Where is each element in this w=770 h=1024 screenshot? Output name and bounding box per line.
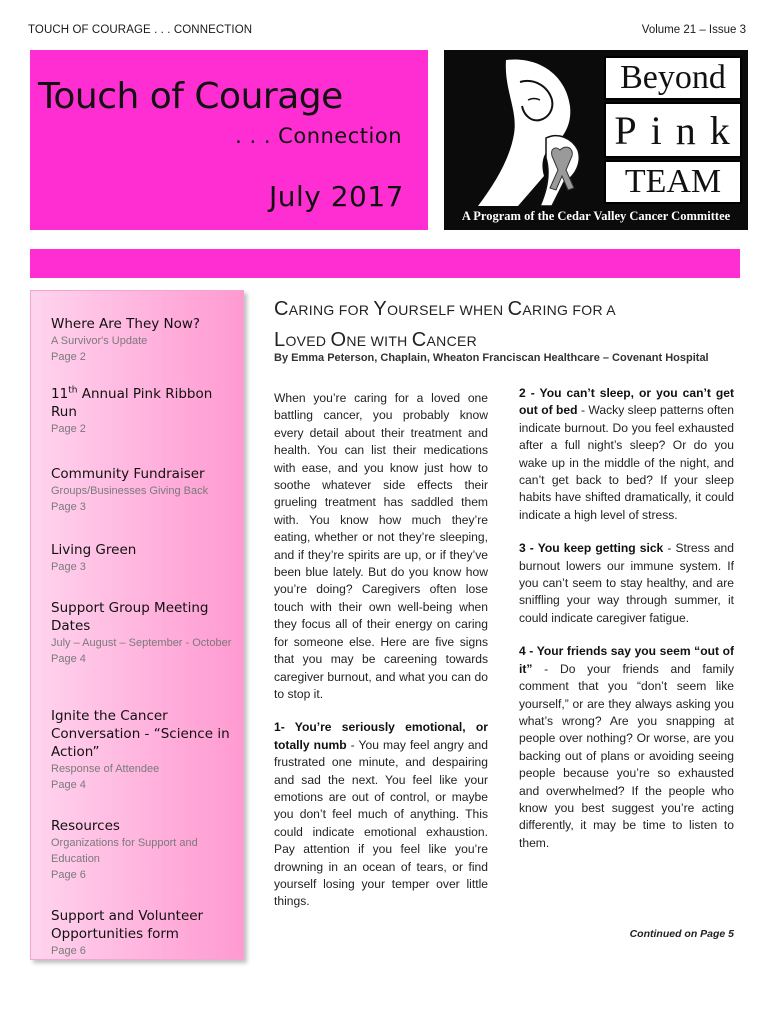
sidebar-item-volunteer-form[interactable] <box>51 907 236 959</box>
sidebar-item-subtitle: Groups/Businesses Giving Back <box>51 485 209 497</box>
logo-caption: A Program of the Cedar Valley Cancer Committee <box>461 209 731 223</box>
article-intro: When you’re caring for a loved one battling cancer, you probably know every detail about their treatment and health. You can list their medications with ease, and you know just how to soothe whatever side effects their grueling treatment has saddled them with. You know how much they’re eating, whether or not they’re sleeping, and if they’re spirits are up, or if they’ve been blue lately. But do you know how you’re doing? Caregivers often lose touch with their own well-being when they focus all of their energy on caring for someone else. Here are five signs that you may be careening towards caregiver burnout, and what you can do to stop it. <box>274 391 488 701</box>
sidebar-item-title: Support and Volunteer Opportunities form <box>51 908 204 942</box>
sidebar-item-page: Page 2 <box>51 423 86 435</box>
article-sign-2: 2 - You can’t sleep, or you can’t get out of bed - Wacky sleep patterns often indicate burnout. Do you feel exhausted after a full night’s sleep? Or do you wake up in the middle of the night, and can’t get back to bed? If your sleep habits have shifted dramatically, it could indicate a high level of stress. <box>519 386 735 522</box>
logo-word-beyond: Beyond <box>604 56 742 100</box>
article-column-right <box>519 385 734 868</box>
sidebar-item-page: Page 4 <box>51 653 86 665</box>
logo-word-team: TEAM <box>604 160 742 204</box>
sidebar-item-page: Page 6 <box>51 945 86 957</box>
sidebar-item-title: 11th Annual Pink Ribbon Run <box>51 385 213 420</box>
sidebar-item-page: Page 3 <box>51 561 86 573</box>
issue-date: July 2017 <box>268 180 404 213</box>
article-byline: By Emma Peterson, Chaplain, Wheaton Franciscan Healthcare – Covenant Hospital <box>274 352 709 364</box>
sidebar-item-title: Resources <box>51 818 120 834</box>
article-column-left <box>274 390 488 927</box>
sidebar-item-title: Support Group Meeting Dates <box>51 600 209 634</box>
sidebar-item-where-are-they-now[interactable] <box>51 315 236 365</box>
sidebar-item-page: Page 2 <box>51 351 86 363</box>
sidebar-item-subtitle: Response of Attendee <box>51 763 160 775</box>
newsletter-title: Touch of Courage <box>38 76 343 117</box>
sidebar-item-title: Living Green <box>51 542 137 558</box>
article-sign-4: 4 - Your friends say you seem “out of it” - Do your friends and family comment that you “don’t seem like yourself,” or are they always asking you what’s wrong? Are you snapping at people over nothing? Or worse, are you backing out of plans or avoiding seeing people because you’re so exhausted and overwhelmed? If the people who know you best suggest you’re acting differently, it may be time to listen to them. <box>519 644 734 850</box>
masthead <box>30 50 428 230</box>
sidebar-item-subtitle: Organizations for Support and Education <box>51 837 198 865</box>
sidebar-item-subtitle: A Survivor's Update <box>51 335 148 347</box>
beyond-pink-team-logo <box>444 50 748 230</box>
sidebar-item-page: Page 4 <box>51 779 86 791</box>
sidebar-item-resources[interactable] <box>51 817 236 883</box>
continued-link[interactable]: Continued on Page 5 <box>629 928 734 940</box>
divider-bar <box>30 249 740 278</box>
sidebar-item-pink-ribbon-run[interactable] <box>51 385 236 437</box>
article-sign-3: 3 - You keep getting sick - Stress and burnout lowers our immune system. If you can’t seem to stay healthy, and are sniffling your way through summer, it could indicate caregiver fatigue. <box>519 541 734 625</box>
woman-ribbon-illustration <box>448 54 600 206</box>
sidebar-item-title: Ignite the Cancer Conversation - “Science in Action” <box>51 708 230 760</box>
sidebar-item-living-green[interactable] <box>51 541 236 575</box>
contents-sidebar <box>30 290 244 960</box>
sidebar-item-support-group-dates[interactable] <box>51 599 236 667</box>
article-headline: CARING FOR YOURSELF WHEN CARING FOR A LOVED ONE WITH CANCER <box>274 298 616 351</box>
volume-issue: Volume 21 – Issue 3 <box>641 24 746 36</box>
sidebar-item-community-fundraiser[interactable] <box>51 465 236 515</box>
article-sign-1: 1- You’re seriously emotional, or totally numb - You may feel angry and frustrated one minute, and despairing and sad the next. You feel like your emotions are out of control, or maybe you don’t feel much of anything. This could indicate emotional exhaustion. Pay attention if you feel like you’re drowning in an ocean of tears, or find yourself losing your temper over little things. <box>274 720 489 909</box>
running-header-title: TOUCH OF COURAGE . . . CONNECTION <box>28 24 253 36</box>
logo-word-pink: Pink <box>604 102 742 158</box>
sidebar-item-page: Page 6 <box>51 869 86 881</box>
sidebar-item-ignite-conversation[interactable] <box>51 707 236 793</box>
newsletter-subtitle: . . . Connection <box>235 124 402 148</box>
sidebar-item-title: Where Are They Now? <box>51 316 201 332</box>
sidebar-item-title: Community Fundraiser <box>51 466 205 482</box>
sidebar-item-subtitle: July – August – September - October <box>51 637 232 649</box>
sidebar-item-page: Page 3 <box>51 501 86 513</box>
